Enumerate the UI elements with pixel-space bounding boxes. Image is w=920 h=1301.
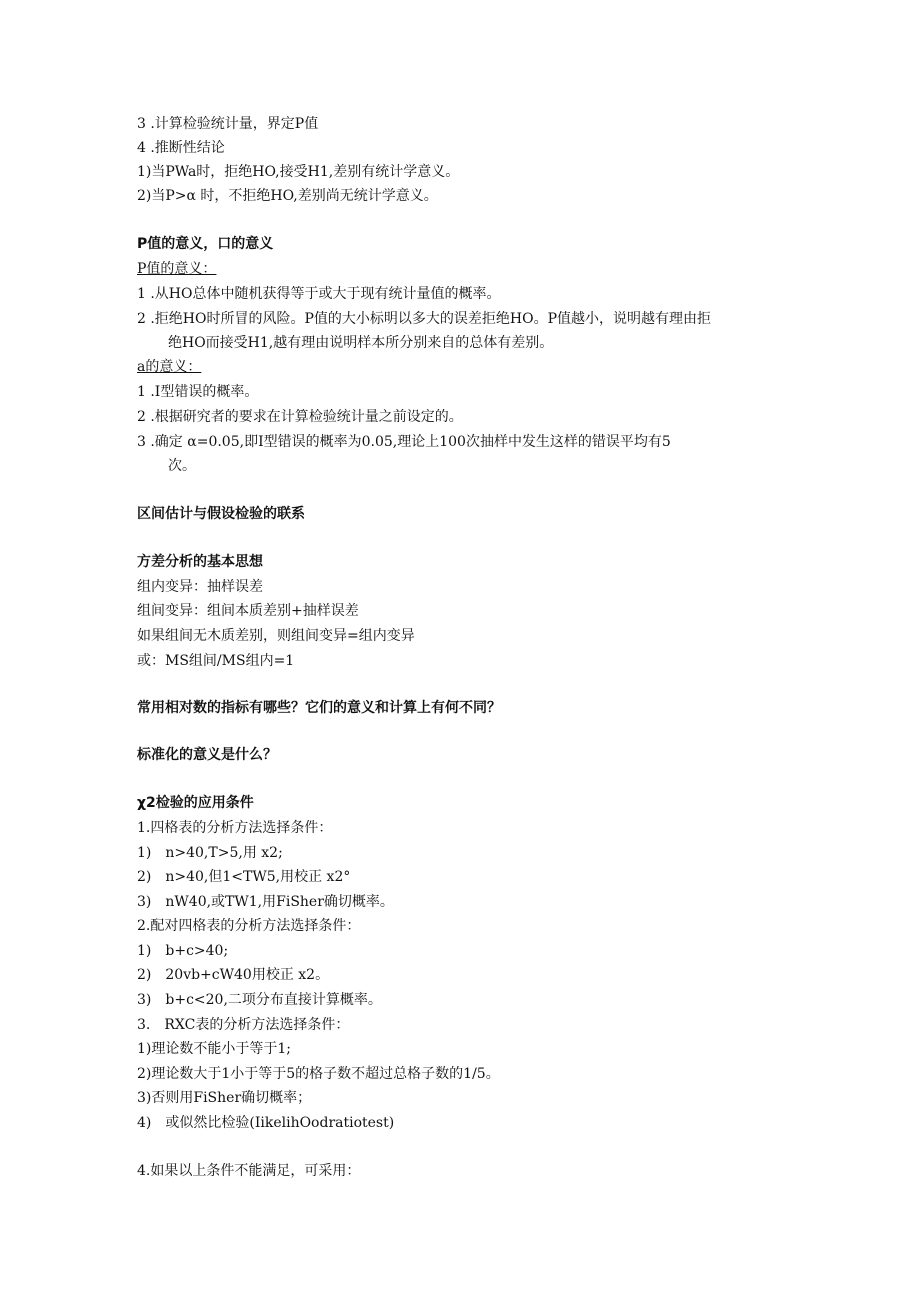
item-number: 4)	[137, 1115, 152, 1131]
item-number: 3)	[137, 992, 152, 1008]
item-number: 2)	[137, 967, 152, 983]
item-text: b+c<20,二项分布直接计算概率。	[165, 992, 382, 1008]
item-text: n>40,T>5,用 x2;	[165, 845, 283, 861]
chi-cond-2-item-1	[137, 942, 228, 960]
chi-cond-3-title	[137, 1016, 349, 1034]
chi-cond-1-item-1	[137, 844, 283, 862]
section-heading-interval-estimation: 区间估计与假设检验的联系	[137, 506, 305, 522]
p-meaning-item-1: 1 .从HO总体中随机获得等于或大于现有统计量值的概率。	[137, 286, 501, 302]
anova-line-1: 组内变异：抽样误差	[137, 579, 263, 595]
anova-line-3: 如果组间无木质差别，则组间变异=组内变异	[137, 628, 415, 644]
section-heading-standardization: 标准化的意义是什么？	[137, 747, 277, 763]
chi-cond-3-item-4	[137, 1114, 394, 1132]
item-text: n>40,但1<TW5,用校正 x2°	[165, 869, 351, 885]
p-meaning-item-2-cont: 绝HO而接受H1,越有理由说明样本所分别来自的总体有差别。	[168, 335, 554, 351]
chi-cond-1-item-2	[137, 868, 350, 886]
section-heading-chi-square: χ2检验的应用条件	[137, 795, 254, 811]
item-text: RXC表的分析方法选择条件：	[164, 1017, 350, 1033]
chi-cond-3-item-2: 2)理论数大于1小于等于5的格子数不超过总格子数的1/5。	[137, 1066, 500, 1082]
step-4-line: 4 .推断性结论	[137, 140, 225, 156]
chi-cond-1-title: 1.四格表的分析方法选择条件：	[137, 820, 333, 836]
item-text: 20vb+cW40用校正 x2。	[165, 967, 330, 983]
item-number: 1)	[137, 943, 152, 959]
alpha-meaning-item-3: 3 .确定 α=0.05,即I型错误的概率为0.05,理论上100次抽样中发生这样的错误平均有5	[137, 434, 671, 450]
item-number: 3)	[137, 894, 152, 910]
section-heading-relative-numbers: 常用相对数的指标有哪些？它们的意义和计算上有何不同？	[137, 700, 501, 716]
item-text: nW40,或TW1,用FiSher确切概率。	[165, 894, 394, 910]
item-number: 2)	[137, 869, 152, 885]
alpha-meaning-item-2: 2 .根据研究者的要求在计算检验统计量之前设定的。	[137, 409, 463, 425]
alpha-meaning-item-1: 1 .I型错误的概率。	[137, 384, 259, 400]
item-number: 3.	[137, 1017, 151, 1033]
step-3-line: 3 .计算检验统计量，界定P值	[137, 116, 319, 132]
chi-cond-4-title: 4.如果以上条件不能满足，可采用：	[137, 1163, 361, 1179]
item-text: 或似然比检验(IikelihOodratiotest)	[165, 1115, 395, 1131]
chi-cond-2-title: 2.配对四格表的分析方法选择条件：	[137, 918, 361, 934]
chi-cond-3-item-3: 3)否则用FiSher确切概率；	[137, 1090, 312, 1106]
item-number: 1)	[137, 845, 152, 861]
item-text: b+c>40;	[165, 943, 229, 959]
chi-cond-3-item-1: 1)理论数不能小于等于1;	[137, 1041, 291, 1057]
anova-line-2: 组间变异：组间本质差别+抽样误差	[137, 603, 359, 619]
anova-line-4: 或：MS组间/MS组内=1	[137, 653, 295, 669]
chi-cond-1-item-3	[137, 893, 394, 911]
conclusion-item-1: 1)当PWa时，拒绝HO,接受H1,差别有统计学意义。	[137, 164, 460, 180]
chi-cond-2-item-3	[137, 991, 382, 1009]
section-heading-anova: 方差分析的基本思想	[137, 554, 263, 570]
p-meaning-item-2: 2 .拒绝HO时所冒的风险。P值的大小标明以多大的误差拒绝HO。P值越小，说明越有理由拒	[137, 311, 712, 327]
subheading-p-meaning: P值的意义：	[137, 261, 217, 277]
conclusion-item-2: 2)当P>α 时，不拒绝HO,差别尚无统计学意义。	[137, 188, 438, 204]
chi-cond-2-item-2	[137, 966, 329, 984]
subheading-alpha-meaning: a的意义：	[137, 359, 202, 375]
alpha-meaning-item-3-cont: 次。	[168, 458, 196, 474]
section-heading-p-value: P值的意义，口的意义	[137, 236, 274, 252]
